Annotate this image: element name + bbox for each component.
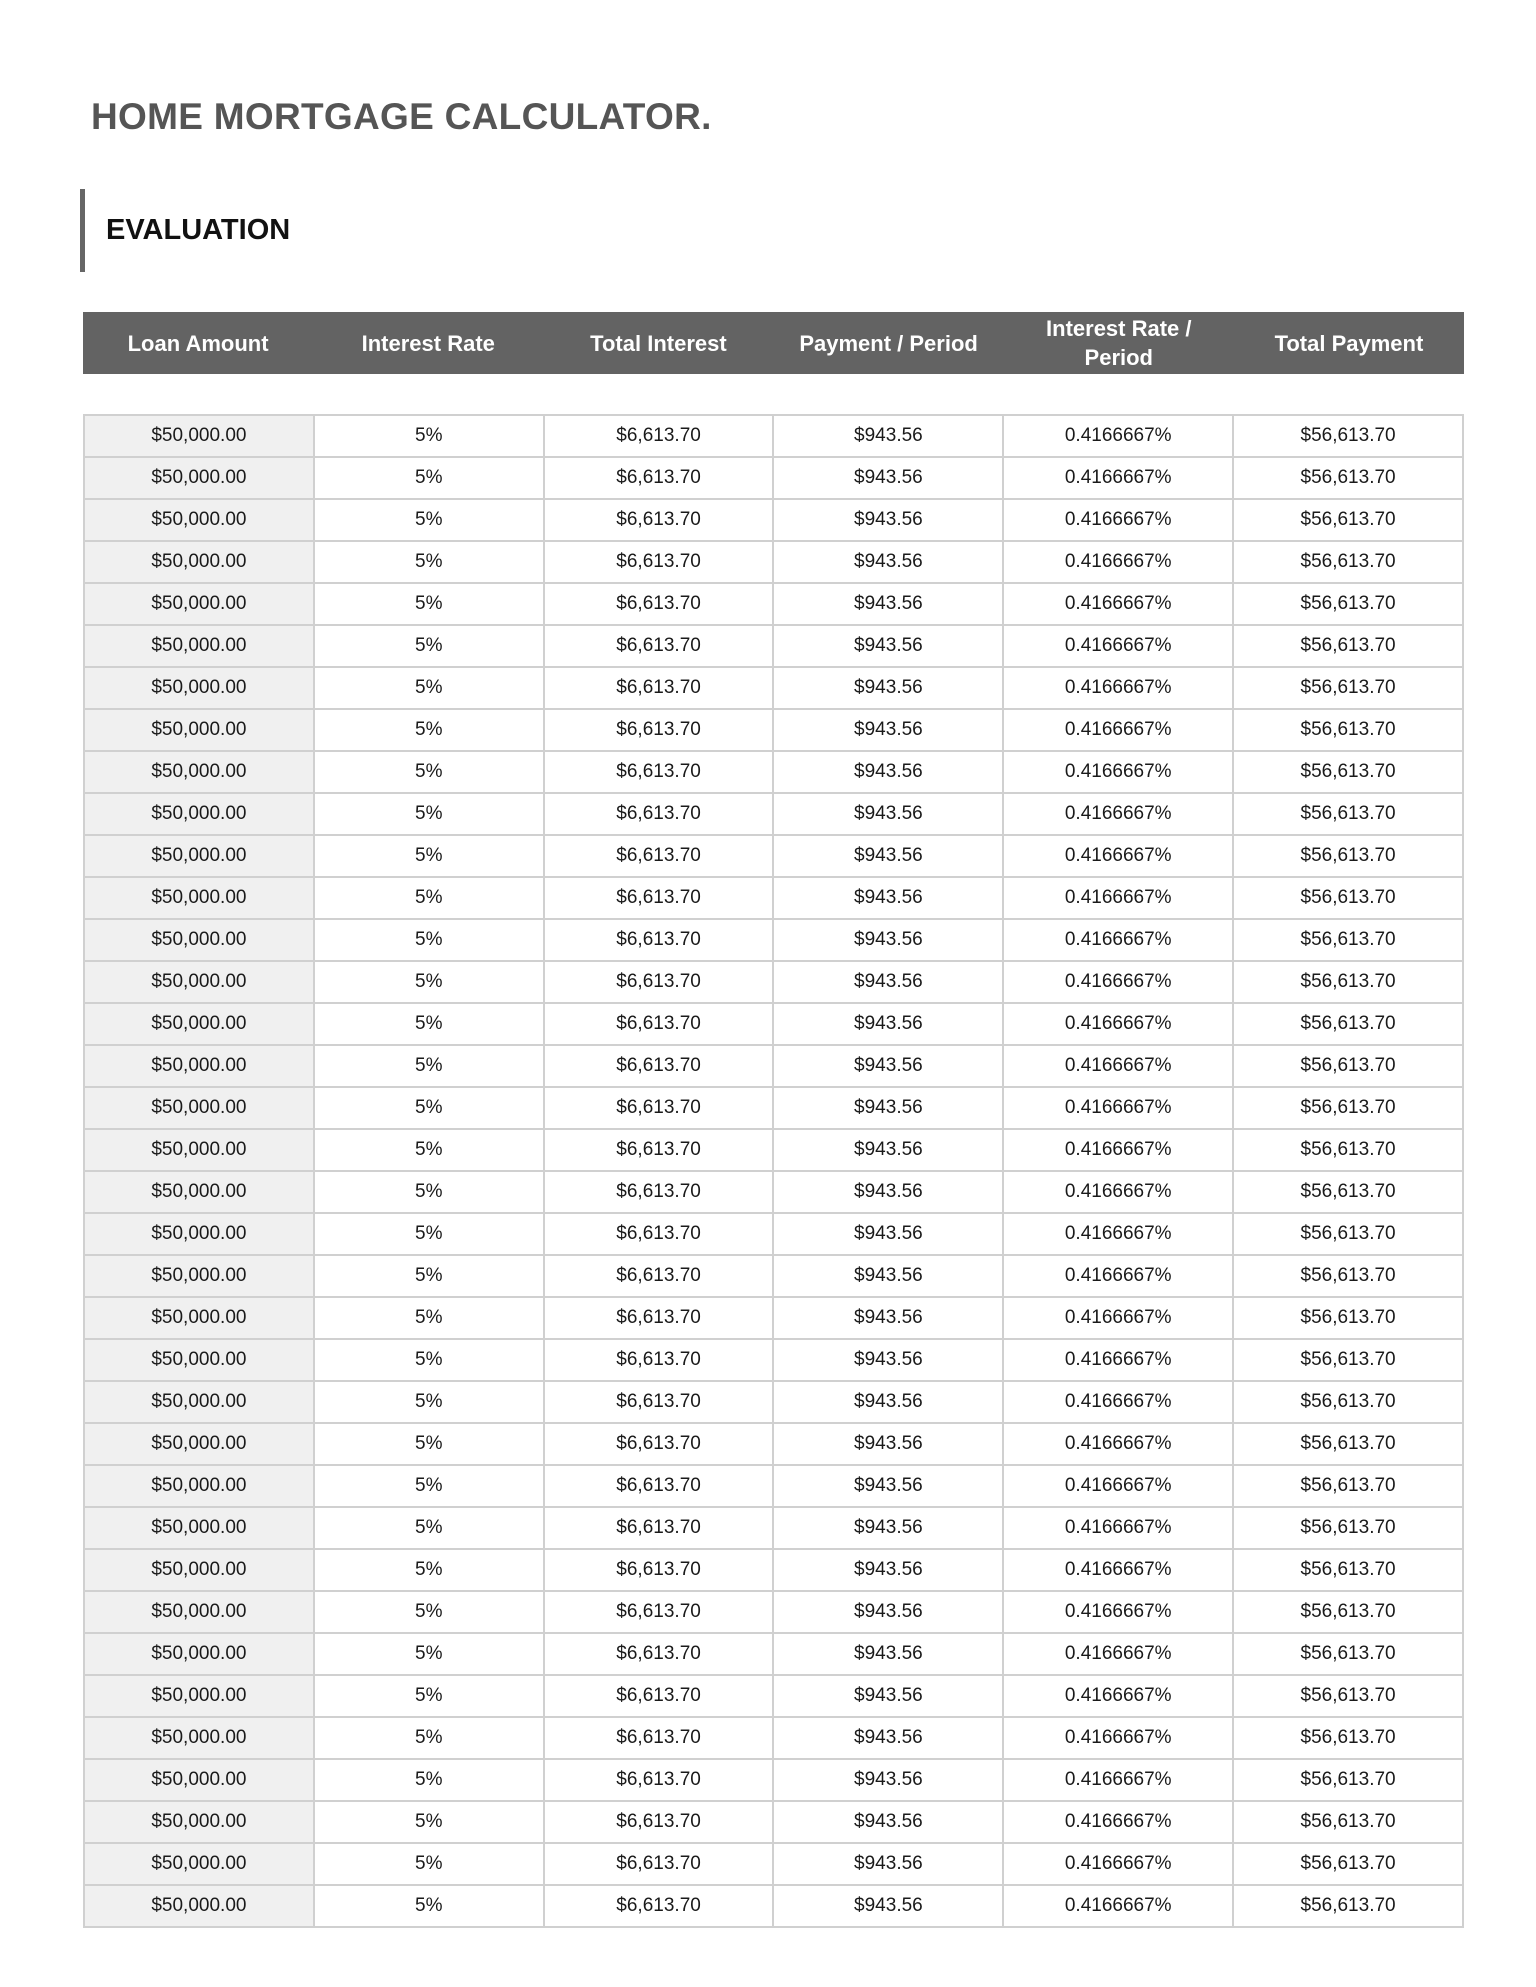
cell-loan-amount: $50,000.00 [84,1003,314,1045]
table-row [84,1045,1463,1087]
cell-total-payment: $56,613.70 [1233,1339,1463,1381]
cell-loan-amount: $50,000.00 [84,1129,314,1171]
cell-interest-rate: 5% [314,877,544,919]
table-row [84,1381,1463,1423]
cell-loan-amount: $50,000.00 [84,1759,314,1801]
table-header-row [83,312,1464,374]
cell-total-interest: $6,613.70 [544,1213,774,1255]
cell-total-interest: $6,613.70 [544,667,774,709]
cell-payment-per-period: $943.56 [773,1381,1003,1423]
cell-interest-rate: 5% [314,1885,544,1927]
cell-total-interest: $6,613.70 [544,919,774,961]
cell-total-interest: $6,613.70 [544,1801,774,1843]
column-header-payment-per-period: Payment / Period [799,330,978,356]
cell-interest-rate: 5% [314,583,544,625]
cell-loan-amount: $50,000.00 [84,835,314,877]
table-row [84,919,1463,961]
cell-total-payment: $56,613.70 [1233,793,1463,835]
cell-loan-amount: $50,000.00 [84,1045,314,1087]
cell-loan-amount: $50,000.00 [84,1213,314,1255]
table-row [84,541,1463,583]
cell-loan-amount: $50,000.00 [84,1591,314,1633]
cell-total-payment: $56,613.70 [1233,1759,1463,1801]
cell-interest-rate: 5% [314,1087,544,1129]
cell-payment-per-period: $943.56 [773,1171,1003,1213]
cell-total-payment: $56,613.70 [1233,1423,1463,1465]
cell-payment-per-period: $943.56 [773,877,1003,919]
cell-total-interest: $6,613.70 [544,1675,774,1717]
cell-total-payment: $56,613.70 [1233,1507,1463,1549]
table-row [84,1507,1463,1549]
cell-interest-rate-per-period: 0.4166667% [1003,1423,1233,1465]
table-row [84,1801,1463,1843]
cell-payment-per-period: $943.56 [773,1591,1003,1633]
cell-payment-per-period: $943.56 [773,1801,1003,1843]
cell-interest-rate: 5% [314,625,544,667]
cell-interest-rate-per-period: 0.4166667% [1003,583,1233,625]
table-body [84,415,1463,1927]
cell-payment-per-period: $943.56 [773,919,1003,961]
cell-interest-rate-per-period: 0.4166667% [1003,1759,1233,1801]
cell-interest-rate: 5% [314,1507,544,1549]
section-heading [80,189,290,272]
cell-payment-per-period: $943.56 [773,1339,1003,1381]
column-header-loan-amount: Loan Amount [127,330,269,356]
cell-payment-per-period: $943.56 [773,625,1003,667]
cell-interest-rate: 5% [314,1717,544,1759]
cell-total-payment: $56,613.70 [1233,1213,1463,1255]
cell-loan-amount: $50,000.00 [84,793,314,835]
column-header-interest-rate: Interest Rate [361,330,495,356]
cell-total-interest: $6,613.70 [544,1885,774,1927]
cell-payment-per-period: $943.56 [773,1633,1003,1675]
cell-payment-per-period: $943.56 [773,415,1003,457]
cell-total-payment: $56,613.70 [1233,1003,1463,1045]
cell-interest-rate-per-period: 0.4166667% [1003,1633,1233,1675]
cell-interest-rate-per-period: 0.4166667% [1003,1717,1233,1759]
table-row [84,1465,1463,1507]
cell-interest-rate: 5% [314,457,544,499]
cell-total-payment: $56,613.70 [1233,1381,1463,1423]
cell-interest-rate: 5% [314,1801,544,1843]
cell-interest-rate-per-period: 0.4166667% [1003,961,1233,1003]
cell-payment-per-period: $943.56 [773,541,1003,583]
cell-payment-per-period: $943.56 [773,1423,1003,1465]
cell-payment-per-period: $943.56 [773,667,1003,709]
cell-loan-amount: $50,000.00 [84,541,314,583]
cell-interest-rate: 5% [314,1213,544,1255]
cell-payment-per-period: $943.56 [773,1843,1003,1885]
cell-total-interest: $6,613.70 [544,1087,774,1129]
cell-loan-amount: $50,000.00 [84,415,314,457]
cell-loan-amount: $50,000.00 [84,919,314,961]
cell-total-interest: $6,613.70 [544,1717,774,1759]
cell-loan-amount: $50,000.00 [84,1087,314,1129]
cell-payment-per-period: $943.56 [773,793,1003,835]
cell-payment-per-period: $943.56 [773,1297,1003,1339]
cell-payment-per-period: $943.56 [773,1717,1003,1759]
cell-total-interest: $6,613.70 [544,751,774,793]
table-row [84,1339,1463,1381]
cell-total-interest: $6,613.70 [544,1297,774,1339]
table-row [84,499,1463,541]
cell-total-interest: $6,613.70 [544,1465,774,1507]
cell-total-interest: $6,613.70 [544,541,774,583]
table-row [84,793,1463,835]
cell-total-payment: $56,613.70 [1233,919,1463,961]
cell-total-payment: $56,613.70 [1233,667,1463,709]
cell-interest-rate: 5% [314,1759,544,1801]
cell-total-interest: $6,613.70 [544,1423,774,1465]
cell-loan-amount: $50,000.00 [84,499,314,541]
cell-payment-per-period: $943.56 [773,709,1003,751]
table-row [84,1129,1463,1171]
cell-loan-amount: $50,000.00 [84,1843,314,1885]
table-row [84,1003,1463,1045]
cell-payment-per-period: $943.56 [773,1507,1003,1549]
cell-loan-amount: $50,000.00 [84,1885,314,1927]
cell-total-payment: $56,613.70 [1233,583,1463,625]
cell-loan-amount: $50,000.00 [84,751,314,793]
cell-interest-rate: 5% [314,1633,544,1675]
cell-interest-rate-per-period: 0.4166667% [1003,835,1233,877]
cell-interest-rate: 5% [314,1297,544,1339]
cell-total-payment: $56,613.70 [1233,1675,1463,1717]
cell-interest-rate-per-period: 0.4166667% [1003,1507,1233,1549]
table-row [84,1297,1463,1339]
cell-total-payment: $56,613.70 [1233,1297,1463,1339]
cell-total-payment: $56,613.70 [1233,1801,1463,1843]
evaluation-table [83,414,1464,1928]
cell-interest-rate: 5% [314,1339,544,1381]
cell-total-interest: $6,613.70 [544,499,774,541]
cell-interest-rate: 5% [314,1591,544,1633]
cell-total-interest: $6,613.70 [544,793,774,835]
table-row [84,1885,1463,1927]
cell-interest-rate-per-period: 0.4166667% [1003,1675,1233,1717]
table-row [84,877,1463,919]
cell-payment-per-period: $943.56 [773,1129,1003,1171]
cell-total-interest: $6,613.70 [544,1591,774,1633]
cell-interest-rate: 5% [314,1843,544,1885]
cell-total-payment: $56,613.70 [1233,541,1463,583]
cell-loan-amount: $50,000.00 [84,1339,314,1381]
cell-interest-rate-per-period: 0.4166667% [1003,667,1233,709]
cell-payment-per-period: $943.56 [773,751,1003,793]
cell-interest-rate-per-period: 0.4166667% [1003,1171,1233,1213]
cell-total-interest: $6,613.70 [544,961,774,1003]
table-row [84,1549,1463,1591]
cell-loan-amount: $50,000.00 [84,1549,314,1591]
cell-loan-amount: $50,000.00 [84,877,314,919]
cell-total-interest: $6,613.70 [544,1843,774,1885]
cell-interest-rate-per-period: 0.4166667% [1003,415,1233,457]
cell-payment-per-period: $943.56 [773,1045,1003,1087]
cell-payment-per-period: $943.56 [773,457,1003,499]
cell-payment-per-period: $943.56 [773,583,1003,625]
cell-interest-rate-per-period: 0.4166667% [1003,919,1233,961]
cell-interest-rate-per-period: 0.4166667% [1003,709,1233,751]
cell-interest-rate-per-period: 0.4166667% [1003,625,1233,667]
cell-payment-per-period: $943.56 [773,1213,1003,1255]
cell-interest-rate: 5% [314,1465,544,1507]
cell-payment-per-period: $943.56 [773,1255,1003,1297]
cell-total-payment: $56,613.70 [1233,961,1463,1003]
cell-total-payment: $56,613.70 [1233,1591,1463,1633]
cell-interest-rate-per-period: 0.4166667% [1003,1591,1233,1633]
cell-interest-rate-per-period: 0.4166667% [1003,1381,1233,1423]
cell-total-interest: $6,613.70 [544,709,774,751]
cell-interest-rate: 5% [314,835,544,877]
column-header-interest-rate-per-period: Interest Rate / Period [1046,316,1192,370]
table-row [84,583,1463,625]
cell-payment-per-period: $943.56 [773,961,1003,1003]
cell-interest-rate: 5% [314,667,544,709]
cell-total-payment: $56,613.70 [1233,1549,1463,1591]
cell-interest-rate-per-period: 0.4166667% [1003,1087,1233,1129]
cell-loan-amount: $50,000.00 [84,709,314,751]
column-header-total-interest: Total Interest [590,330,727,356]
cell-payment-per-period: $943.56 [773,1087,1003,1129]
cell-loan-amount: $50,000.00 [84,1507,314,1549]
cell-total-interest: $6,613.70 [544,415,774,457]
cell-total-interest: $6,613.70 [544,1759,774,1801]
cell-interest-rate-per-period: 0.4166667% [1003,1255,1233,1297]
table-row [84,1633,1463,1675]
table-row [84,667,1463,709]
cell-total-payment: $56,613.70 [1233,1717,1463,1759]
cell-total-payment: $56,613.70 [1233,1129,1463,1171]
cell-total-payment: $56,613.70 [1233,1843,1463,1885]
cell-loan-amount: $50,000.00 [84,1633,314,1675]
cell-payment-per-period: $943.56 [773,1549,1003,1591]
cell-loan-amount: $50,000.00 [84,1381,314,1423]
cell-total-payment: $56,613.70 [1233,1255,1463,1297]
table-row [84,1255,1463,1297]
cell-interest-rate: 5% [314,499,544,541]
cell-interest-rate-per-period: 0.4166667% [1003,499,1233,541]
cell-interest-rate-per-period: 0.4166667% [1003,793,1233,835]
column-header-total-payment: Total Payment [1274,330,1424,356]
cell-payment-per-period: $943.56 [773,1003,1003,1045]
cell-loan-amount: $50,000.00 [84,457,314,499]
cell-loan-amount: $50,000.00 [84,1465,314,1507]
cell-interest-rate-per-period: 0.4166667% [1003,1801,1233,1843]
cell-total-interest: $6,613.70 [544,877,774,919]
cell-total-interest: $6,613.70 [544,1507,774,1549]
section-title: EVALUATION [106,214,291,246]
cell-interest-rate: 5% [314,1129,544,1171]
table-row [84,415,1463,457]
cell-total-interest: $6,613.70 [544,457,774,499]
cell-loan-amount: $50,000.00 [84,1801,314,1843]
cell-interest-rate: 5% [314,961,544,1003]
table-row [84,1591,1463,1633]
cell-loan-amount: $50,000.00 [84,1171,314,1213]
cell-total-payment: $56,613.70 [1233,625,1463,667]
cell-interest-rate-per-period: 0.4166667% [1003,1843,1233,1885]
cell-loan-amount: $50,000.00 [84,961,314,1003]
cell-total-interest: $6,613.70 [544,1339,774,1381]
cell-interest-rate-per-period: 0.4166667% [1003,877,1233,919]
cell-payment-per-period: $943.56 [773,835,1003,877]
cell-loan-amount: $50,000.00 [84,583,314,625]
cell-total-interest: $6,613.70 [544,835,774,877]
cell-total-interest: $6,613.70 [544,1255,774,1297]
cell-total-payment: $56,613.70 [1233,1045,1463,1087]
cell-interest-rate-per-period: 0.4166667% [1003,457,1233,499]
cell-loan-amount: $50,000.00 [84,1255,314,1297]
table-row [84,1759,1463,1801]
table-row [84,1843,1463,1885]
cell-total-payment: $56,613.70 [1233,457,1463,499]
table-row [84,457,1463,499]
cell-interest-rate: 5% [314,1045,544,1087]
cell-total-payment: $56,613.70 [1233,415,1463,457]
cell-total-interest: $6,613.70 [544,583,774,625]
table-row [84,1717,1463,1759]
table-row [84,961,1463,1003]
cell-total-payment: $56,613.70 [1233,1885,1463,1927]
table-row [84,1171,1463,1213]
cell-interest-rate-per-period: 0.4166667% [1003,1885,1233,1927]
cell-loan-amount: $50,000.00 [84,1717,314,1759]
table-row [84,709,1463,751]
cell-interest-rate-per-period: 0.4166667% [1003,1003,1233,1045]
cell-total-interest: $6,613.70 [544,1633,774,1675]
table-row [84,1087,1463,1129]
cell-interest-rate-per-period: 0.4166667% [1003,1549,1233,1591]
table-row [84,1423,1463,1465]
page-title: HOME MORTGAGE CALCULATOR. [91,96,712,137]
cell-loan-amount: $50,000.00 [84,625,314,667]
cell-total-interest: $6,613.70 [544,1003,774,1045]
cell-total-payment: $56,613.70 [1233,499,1463,541]
cell-interest-rate: 5% [314,793,544,835]
cell-total-interest: $6,613.70 [544,625,774,667]
cell-total-payment: $56,613.70 [1233,1633,1463,1675]
cell-loan-amount: $50,000.00 [84,667,314,709]
table-row [84,1675,1463,1717]
cell-interest-rate-per-period: 0.4166667% [1003,1339,1233,1381]
cell-interest-rate-per-period: 0.4166667% [1003,1213,1233,1255]
cell-payment-per-period: $943.56 [773,499,1003,541]
cell-total-interest: $6,613.70 [544,1045,774,1087]
cell-total-payment: $56,613.70 [1233,877,1463,919]
cell-total-interest: $6,613.70 [544,1381,774,1423]
cell-interest-rate-per-period: 0.4166667% [1003,1045,1233,1087]
cell-interest-rate: 5% [314,1003,544,1045]
cell-total-interest: $6,613.70 [544,1129,774,1171]
cell-total-payment: $56,613.70 [1233,751,1463,793]
cell-interest-rate-per-period: 0.4166667% [1003,751,1233,793]
table-row [84,751,1463,793]
cell-payment-per-period: $943.56 [773,1885,1003,1927]
cell-payment-per-period: $943.56 [773,1465,1003,1507]
cell-total-interest: $6,613.70 [544,1549,774,1591]
cell-interest-rate: 5% [314,919,544,961]
cell-interest-rate: 5% [314,415,544,457]
cell-loan-amount: $50,000.00 [84,1297,314,1339]
cell-interest-rate-per-period: 0.4166667% [1003,1465,1233,1507]
cell-loan-amount: $50,000.00 [84,1675,314,1717]
cell-payment-per-period: $943.56 [773,1675,1003,1717]
cell-interest-rate: 5% [314,541,544,583]
table-row [84,835,1463,877]
cell-total-payment: $56,613.70 [1233,1465,1463,1507]
cell-interest-rate: 5% [314,1675,544,1717]
cell-interest-rate-per-period: 0.4166667% [1003,1297,1233,1339]
cell-interest-rate-per-period: 0.4166667% [1003,1129,1233,1171]
cell-interest-rate: 5% [314,1381,544,1423]
cell-interest-rate-per-period: 0.4166667% [1003,541,1233,583]
cell-total-payment: $56,613.70 [1233,1171,1463,1213]
cell-payment-per-period: $943.56 [773,1759,1003,1801]
cell-interest-rate: 5% [314,1549,544,1591]
table-row [84,1213,1463,1255]
table-row [84,625,1463,667]
cell-interest-rate: 5% [314,1171,544,1213]
cell-total-payment: $56,613.70 [1233,835,1463,877]
cell-interest-rate: 5% [314,751,544,793]
cell-total-interest: $6,613.70 [544,1171,774,1213]
cell-interest-rate: 5% [314,709,544,751]
cell-total-payment: $56,613.70 [1233,709,1463,751]
cell-interest-rate: 5% [314,1423,544,1465]
cell-total-payment: $56,613.70 [1233,1087,1463,1129]
cell-interest-rate: 5% [314,1255,544,1297]
cell-loan-amount: $50,000.00 [84,1423,314,1465]
